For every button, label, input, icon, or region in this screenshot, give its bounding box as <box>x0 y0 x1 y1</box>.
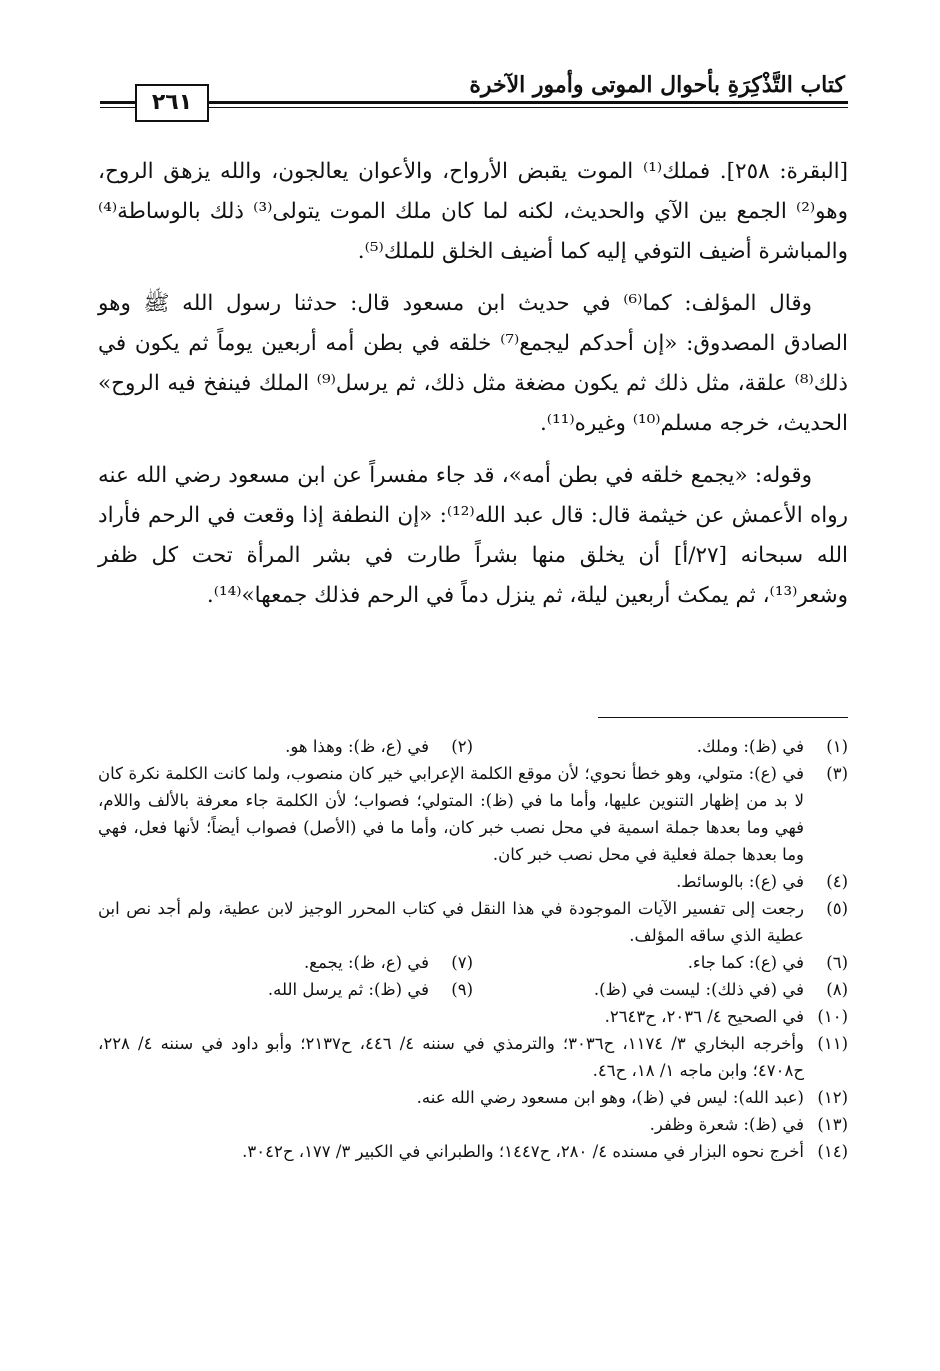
running-header-title: كتاب التَّذْكِرَةِ بأحوال الموتى وأمور الآخرة <box>469 72 845 98</box>
footnote-text: في (ظ): ثم يرسل الله. <box>267 980 429 999</box>
footnote-text: في (في ذلك): ليست في (ظ). <box>593 980 804 999</box>
footnote-number: (٩) <box>451 980 473 999</box>
footnote-6 <box>473 949 848 976</box>
footnote-text: في (ع، ظ): وهذا هو. <box>285 737 429 756</box>
footnote-separator <box>598 717 848 718</box>
footnote-9 <box>98 976 473 1003</box>
paragraph: وقال المؤلف: كما⁽⁶⁾ في حديث ابن مسعود قال: حدثنا رسول الله ﷺ وهو الصادق المصدوق: «إن أحدكم ليجمع⁽⁷⁾ خلقه في بطن أمه أربعين يوماً ثم يكون في ذلك⁽⁸⁾ علقة، مثل ذلك ثم يكون مضغة مثل ذلك، ثم يرسل⁽⁹⁾ الملك فينفخ فيه الروح» الحديث، خرجه مسلم⁽¹⁰⁾ وغيره⁽¹¹⁾. <box>98 291 848 436</box>
footnote-text: وأخرجه البخاري ٣/ ١١٧٤، ح٣٠٣٦؛ والترمذي في سننه ٤/ ٤٤٦، ح٢١٣٧؛ وأبو داود في سننه ٤/ ٢٢٨، ح٤٧٠٨؛ وابن ماجه ١/ ١٨، ح٤٦. <box>98 1034 804 1080</box>
footnote-1 <box>473 733 848 760</box>
main-body-text <box>98 152 848 628</box>
footnote-number: (٢) <box>451 737 473 756</box>
footnote-number: (٦) <box>826 953 848 972</box>
footnote-text: في (ع): متولي، وهو خطأ نحوي؛ لأن موقع الكلمة الإعرابي خير كان منصوب، ولما كانت الكلمة نكرة كان لا بد من إظهار التنوين عليها، وأما ما في (ظ): المتولي؛ فصواب؛ لأن الكلمة جاء معرفة بالألف واللام، فهي وما بعدها جملة اسمية في محل نصب خبر كان، وأما ما في (الأصل) فصواب أيضاً؛ لأنها فعل، فهي وما بعدها جملة فعلية في محل نصب خبر كان. <box>98 764 804 864</box>
footnote-row <box>98 733 848 760</box>
footnote-10 <box>98 1003 848 1030</box>
footnote-text: في (ع): بالوسائط. <box>676 872 804 891</box>
footnote-row <box>98 976 848 1003</box>
footnote-row <box>98 949 848 976</box>
footnote-number: (٤) <box>826 872 848 891</box>
footnote-text: في الصحيح ٤/ ٢٠٣٦، ح٢٦٤٣. <box>604 1007 804 1026</box>
footnote-12 <box>98 1084 848 1111</box>
footnote-7 <box>98 949 473 976</box>
footnote-14 <box>98 1138 848 1165</box>
footnote-text: رجعت إلى تفسير الآيات الموجودة في هذا النقل في كتاب المحرر الوجيز لابن عطية، ولم أجد نص ابن عطية الذي ساقه المؤلف. <box>98 899 804 945</box>
footnote-text: في (ع): كما جاء. <box>687 953 804 972</box>
page-number: ٢٦١ <box>135 84 209 122</box>
footnote-13 <box>98 1111 848 1138</box>
footnote-number: (٣) <box>826 764 848 783</box>
footnote-number: (١٤) <box>817 1142 848 1161</box>
footnote-text: في (ع، ظ): يجمع. <box>303 953 429 972</box>
footnote-text: (عبد الله): ليس في (ظ)، وهو ابن مسعود رضي الله عنه. <box>416 1088 804 1107</box>
footnote-11 <box>98 1030 848 1084</box>
footnote-3 <box>98 760 848 868</box>
footnotes <box>98 733 848 1165</box>
footnote-number: (٧) <box>451 953 473 972</box>
footnote-text: في (ظ): شعرة وظفر. <box>649 1115 804 1134</box>
header-rule-thick <box>100 101 848 104</box>
footnote-8 <box>473 976 848 1003</box>
paragraph: [البقرة: ٢٥٨]. فملك⁽¹⁾ الموت يقبض الأرواح، والأعوان يعالجون، والله يزهق الروح، وهو⁽²⁾ الجمع بين الآي والحديث، لكنه لما كان ملك الموت يتولى⁽³⁾ ذلك بالوساطة⁽⁴⁾ والمباشرة أضيف التوفي إليه كما أضيف الخلق للملك⁽⁵⁾. <box>98 159 848 264</box>
footnote-2 <box>98 733 473 760</box>
footnote-number: (٥) <box>826 899 848 918</box>
footnote-number: (٨) <box>826 980 848 999</box>
footnote-text: أخرج نحوه البزار في مسنده ٤/ ٢٨٠، ح١٤٤٧؛ والطبراني في الكبير ٣/ ١٧٧، ح٣٠٤٢. <box>242 1142 804 1161</box>
footnote-number: (١) <box>826 737 848 756</box>
paragraph: وقوله: «يجمع خلقه في بطن أمه»، قد جاء مفسراً عن ابن مسعود رضي الله عنه رواه الأعمش عن خيثمة قال: قال عبد الله⁽¹²⁾: «إن النطفة إذا وقعت في الرحم فأراد الله سبحانه [٢٧/أ] أن يخلق منها بشراً طارت في بشر المرأة تحت كل ظفر وشعر⁽¹³⁾، ثم يمكث أربعين ليلة، ثم ينزل دماً في الرحم فذلك جمعها»⁽¹⁴⁾. <box>98 463 848 608</box>
footnote-number: (١٢) <box>817 1088 848 1107</box>
header-rule-thin <box>100 107 848 108</box>
footnote-number: (١١) <box>817 1034 848 1053</box>
footnote-number: (١٣) <box>817 1115 848 1134</box>
footnote-4 <box>98 868 848 895</box>
footnote-number: (١٠) <box>817 1007 848 1026</box>
footnote-5 <box>98 895 848 949</box>
footnote-text: في (ظ): وملك. <box>696 737 804 756</box>
